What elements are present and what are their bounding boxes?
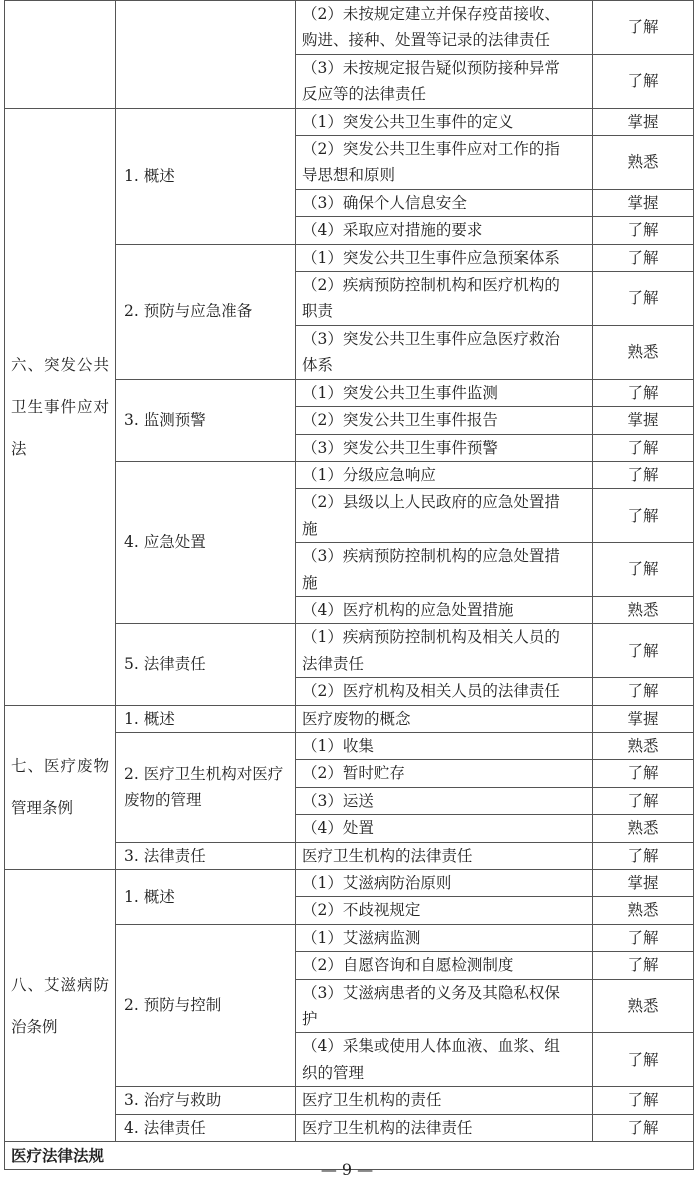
requirement-level: 了解 [593, 54, 694, 108]
item-text: （3）未按规定报告疑似预防接种异常反应等的法律责任 [296, 54, 593, 108]
item-text: （3）运送 [296, 787, 593, 814]
requirement-level: 掌握 [593, 189, 694, 216]
item-text: （3）突发公共卫生事件应急医疗救治体系 [296, 325, 593, 379]
item-text: 医疗废物的概念 [296, 705, 593, 732]
chapter-cell [5, 1, 116, 109]
unit-title: 2. 医疗卫生机构对医疗废物的管理 [116, 732, 296, 842]
section-heading: 医疗法律法规 [5, 1142, 694, 1170]
requirement-level: 了解 [593, 678, 694, 705]
unit-title: 4. 应急处置 [116, 461, 296, 623]
unit-title: 3. 治疗与救助 [116, 1087, 296, 1114]
requirement-level: 了解 [593, 461, 694, 488]
item-text: （3）突发公共卫生事件预警 [296, 434, 593, 461]
chapter-title: 八、艾滋病防治条例 [5, 870, 116, 1142]
item-text: （1）收集 [296, 732, 593, 759]
item-text: （3）疾病预防控制机构的应急处置措施 [296, 543, 593, 597]
item-text: （2）自愿咨询和自愿检测制度 [296, 952, 593, 979]
item-text: （4）采集或使用人体血液、血浆、组织的管理 [296, 1033, 593, 1087]
item-text: （2）突发公共卫生事件应对工作的指导思想和原则 [296, 136, 593, 190]
requirement-level: 掌握 [593, 108, 694, 135]
item-text: （1）突发公共卫生事件的定义 [296, 108, 593, 135]
requirement-level: 了解 [593, 434, 694, 461]
item-text: 医疗卫生机构的责任 [296, 1087, 593, 1114]
item-text: （2）疾病预防控制机构和医疗机构的职责 [296, 272, 593, 326]
item-text: （3）艾滋病患者的义务及其隐私权保护 [296, 979, 593, 1033]
requirement-level: 了解 [593, 624, 694, 678]
requirement-level: 掌握 [593, 705, 694, 732]
requirement-level: 了解 [593, 217, 694, 244]
requirement-level: 了解 [593, 543, 694, 597]
item-text: （1）艾滋病监测 [296, 924, 593, 951]
requirement-level: 熟悉 [593, 897, 694, 924]
unit-title: 4. 法律责任 [116, 1114, 296, 1141]
requirement-level: 了解 [593, 1114, 694, 1141]
requirement-level: 了解 [593, 244, 694, 271]
table-row [5, 108, 694, 135]
unit-title: 3. 法律责任 [116, 842, 296, 869]
requirement-level: 熟悉 [593, 979, 694, 1033]
requirement-level: 熟悉 [593, 815, 694, 842]
unit-title: 2. 预防与应急准备 [116, 244, 296, 379]
requirement-level: 掌握 [593, 870, 694, 897]
unit-title: 2. 预防与控制 [116, 924, 296, 1086]
item-text: （4）采取应对措施的要求 [296, 217, 593, 244]
item-text: 医疗卫生机构的法律责任 [296, 842, 593, 869]
item-text: （2）县级以上人民政府的应急处置措施 [296, 489, 593, 543]
item-text: （2）未按规定建立并保存疫苗接收、购进、接种、处置等记录的法律责任 [296, 1, 593, 55]
unit-title: 1. 概述 [116, 108, 296, 244]
requirement-level: 了解 [593, 1, 694, 55]
unit-title: 5. 法律责任 [116, 624, 296, 705]
item-text: （1）艾滋病防治原则 [296, 870, 593, 897]
item-text: （2）突发公共卫生事件报告 [296, 407, 593, 434]
requirement-level: 熟悉 [593, 732, 694, 759]
item-text: （4）医疗机构的应急处置措施 [296, 596, 593, 623]
page-number: — 9 — [320, 1160, 374, 1179]
item-text: （4）处置 [296, 815, 593, 842]
unit-title: 1. 概述 [116, 870, 296, 925]
item-text: （1）突发公共卫生事件监测 [296, 379, 593, 406]
unit-title: 1. 概述 [116, 705, 296, 732]
item-text: （2）暂时贮存 [296, 760, 593, 787]
item-text: （3）确保个人信息安全 [296, 189, 593, 216]
requirement-level: 掌握 [593, 407, 694, 434]
requirement-level: 了解 [593, 1033, 694, 1087]
requirement-level: 熟悉 [593, 136, 694, 190]
unit-cell [116, 1, 296, 109]
requirement-level: 了解 [593, 952, 694, 979]
chapter-title: 六、突发公共卫生事件应对法 [5, 108, 116, 705]
item-text: （1）分级应急响应 [296, 461, 593, 488]
syllabus-table [4, 0, 694, 1170]
requirement-level: 了解 [593, 489, 694, 543]
item-text: （1）突发公共卫生事件应急预案体系 [296, 244, 593, 271]
requirement-level: 熟悉 [593, 596, 694, 623]
requirement-level: 了解 [593, 379, 694, 406]
requirement-level: 了解 [593, 787, 694, 814]
item-text: （2）不歧视规定 [296, 897, 593, 924]
requirement-level: 了解 [593, 842, 694, 869]
table-row [5, 1, 694, 55]
requirement-level: 了解 [593, 1087, 694, 1114]
requirement-level: 了解 [593, 924, 694, 951]
item-text: 医疗卫生机构的法律责任 [296, 1114, 593, 1141]
item-text: （2）医疗机构及相关人员的法律责任 [296, 678, 593, 705]
table-row [5, 870, 694, 897]
table-row [5, 705, 694, 732]
requirement-level: 了解 [593, 272, 694, 326]
unit-title: 3. 监测预警 [116, 379, 296, 461]
requirement-level: 了解 [593, 760, 694, 787]
item-text: （1）疾病预防控制机构及相关人员的法律责任 [296, 624, 593, 678]
requirement-level: 熟悉 [593, 325, 694, 379]
chapter-title: 七、医疗废物管理条例 [5, 705, 116, 869]
